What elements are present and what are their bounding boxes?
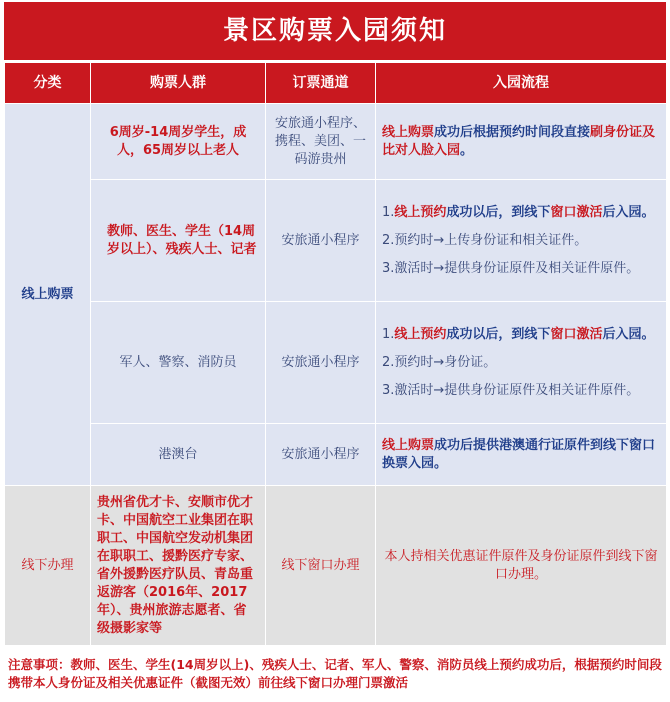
flow-highlight: 刷身份证及比对人脸入园 (382, 124, 656, 158)
group-cell: 军人、警察、消防员 (91, 302, 266, 424)
table-row (5, 180, 667, 302)
flow-cell (376, 104, 667, 180)
flow-cell (376, 180, 667, 302)
table-row (5, 486, 667, 646)
flow-step: 3.激活时→提供身份证原件及相关证件原件。 (382, 382, 640, 398)
group-cell: 教师、医生、学生（14周岁以上）、残疾人士、记者 (91, 180, 266, 302)
flow-step: 1.线上预约成功以后，到线下窗口激活后入园。 (382, 326, 655, 342)
channel-cell: 安旅通小程序、携程、美团、一码游贵州 (266, 104, 376, 180)
flow-text: 。 (460, 142, 474, 158)
channel-cell: 安旅通小程序 (266, 302, 376, 424)
flow-text: 成功后根据预约时间段直接 (434, 124, 591, 140)
ticket-table (4, 62, 667, 646)
group-cell: 贵州省优才卡、安顺市优才卡、中国航空工业集团在职职工、中国航空发动机集团在职职工、援黔医疗专家、省外援黔医疗队员、青岛重返游客（2016年、2017年）、贵州旅游志愿者、省级摄影家等 (91, 486, 266, 646)
flow-step: 3.激活时→提供身份证原件及相关证件原件。 (382, 260, 640, 276)
channel-cell: 安旅通小程序 (266, 424, 376, 486)
flow-cell: 本人持相关优惠证件原件及身份证原件到线下窗口办理。 (376, 486, 667, 646)
group-cell: 6周岁-14周岁学生，成人，65周岁以上老人 (91, 104, 266, 180)
category-online: 线上购票 (5, 104, 91, 486)
channel-cell: 线下窗口办理 (266, 486, 376, 646)
flow-step: 1.线上预约成功以后，到线下窗口激活后入园。 (382, 204, 655, 220)
group-cell: 港澳台 (91, 424, 266, 486)
category-offline: 线下办理 (5, 486, 91, 646)
table-row (5, 302, 667, 424)
header-channel: 订票通道 (266, 63, 376, 104)
header-flow: 入园流程 (376, 63, 667, 104)
page-title: 景区购票入园须知 (4, 2, 666, 60)
flow-step: 2.预约时→身份证。 (382, 354, 497, 370)
table-header-row (5, 63, 667, 104)
flow-step: 2.预约时→上传身份证和相关证件。 (382, 232, 588, 248)
table-row (5, 104, 667, 180)
flow-highlight: 线上购票 (382, 124, 435, 140)
header-group: 购票人群 (91, 63, 266, 104)
table-row (5, 424, 667, 486)
flow-text: 成功后提供港澳通行证原件到线下窗口换票入园。 (382, 437, 656, 471)
notice-text: 注意事项：教师、医生、学生(14周岁以上)、残疾人士、记者、军人、警察、消防员线上预约成功后，根据预约时间段携带本人身份证及相关优惠证件（截图无效）前往线下窗口办理门票激活 (8, 657, 662, 690)
header-category: 分类 (5, 63, 91, 104)
flow-cell (376, 302, 667, 424)
flow-highlight: 线上购票 (382, 437, 435, 453)
channel-cell: 安旅通小程序 (266, 180, 376, 302)
flow-cell (376, 424, 667, 486)
